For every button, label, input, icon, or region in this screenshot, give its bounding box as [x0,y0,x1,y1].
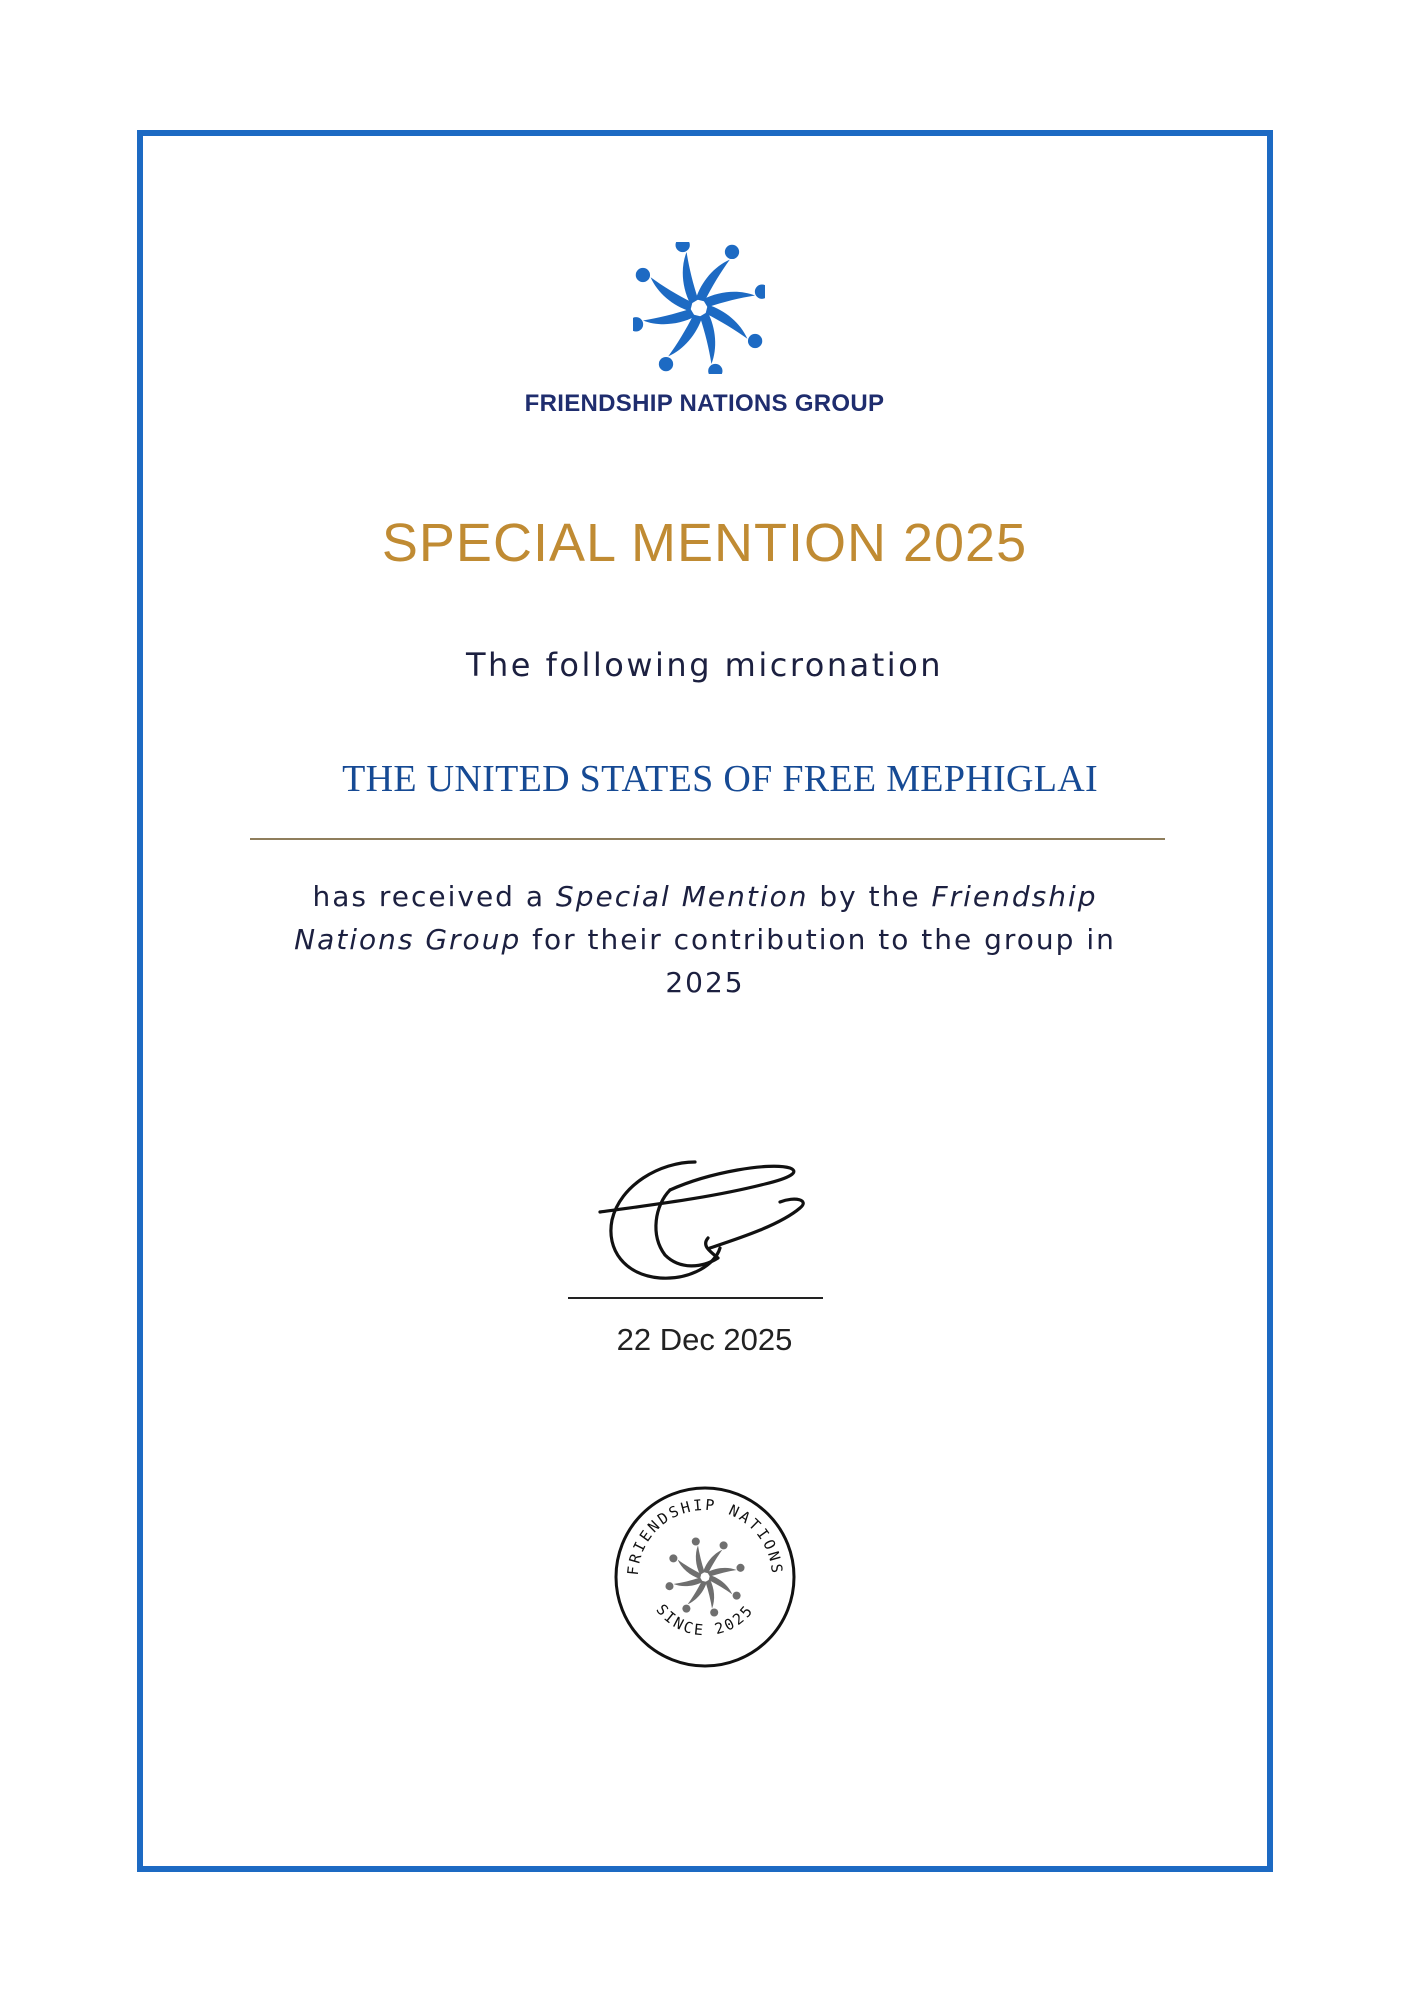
intro-text: The following micronation [465,646,944,684]
mention-statement [290,875,1120,1004]
statement-emphasis-special-mention: Special Mention [555,880,809,913]
statement-part: by the [808,880,932,913]
recipient-name: THE UNITED STATES OF FREE MEPHIGLAI [342,758,1098,800]
handwritten-signature [590,1150,820,1290]
seal-top-text: FRIENDSHIP NATIONS [623,1495,787,1577]
certificate-title: SPECIAL MENTION 2025 [381,513,1028,573]
seal-bottom-text: SINCE 2025 [652,1600,758,1640]
statement-part: for their contribution to the group in 2025 [521,923,1116,999]
seal-people-star-icon [664,1536,746,1618]
friendship-logo-icon [633,242,765,374]
friendship-nations-seal [612,1484,798,1670]
recipient-underline [250,838,1165,840]
signature-date: 22 Dec 2025 [616,1322,793,1357]
signature-line [568,1297,823,1299]
organization-name: FRIENDSHIP NATIONS GROUP [524,390,885,417]
statement-emphasis-group-name: Friendship Nations Group [294,880,1098,956]
svg-text:SINCE 2025 [653,1601,758,1640]
statement-part: has received a [312,880,556,913]
